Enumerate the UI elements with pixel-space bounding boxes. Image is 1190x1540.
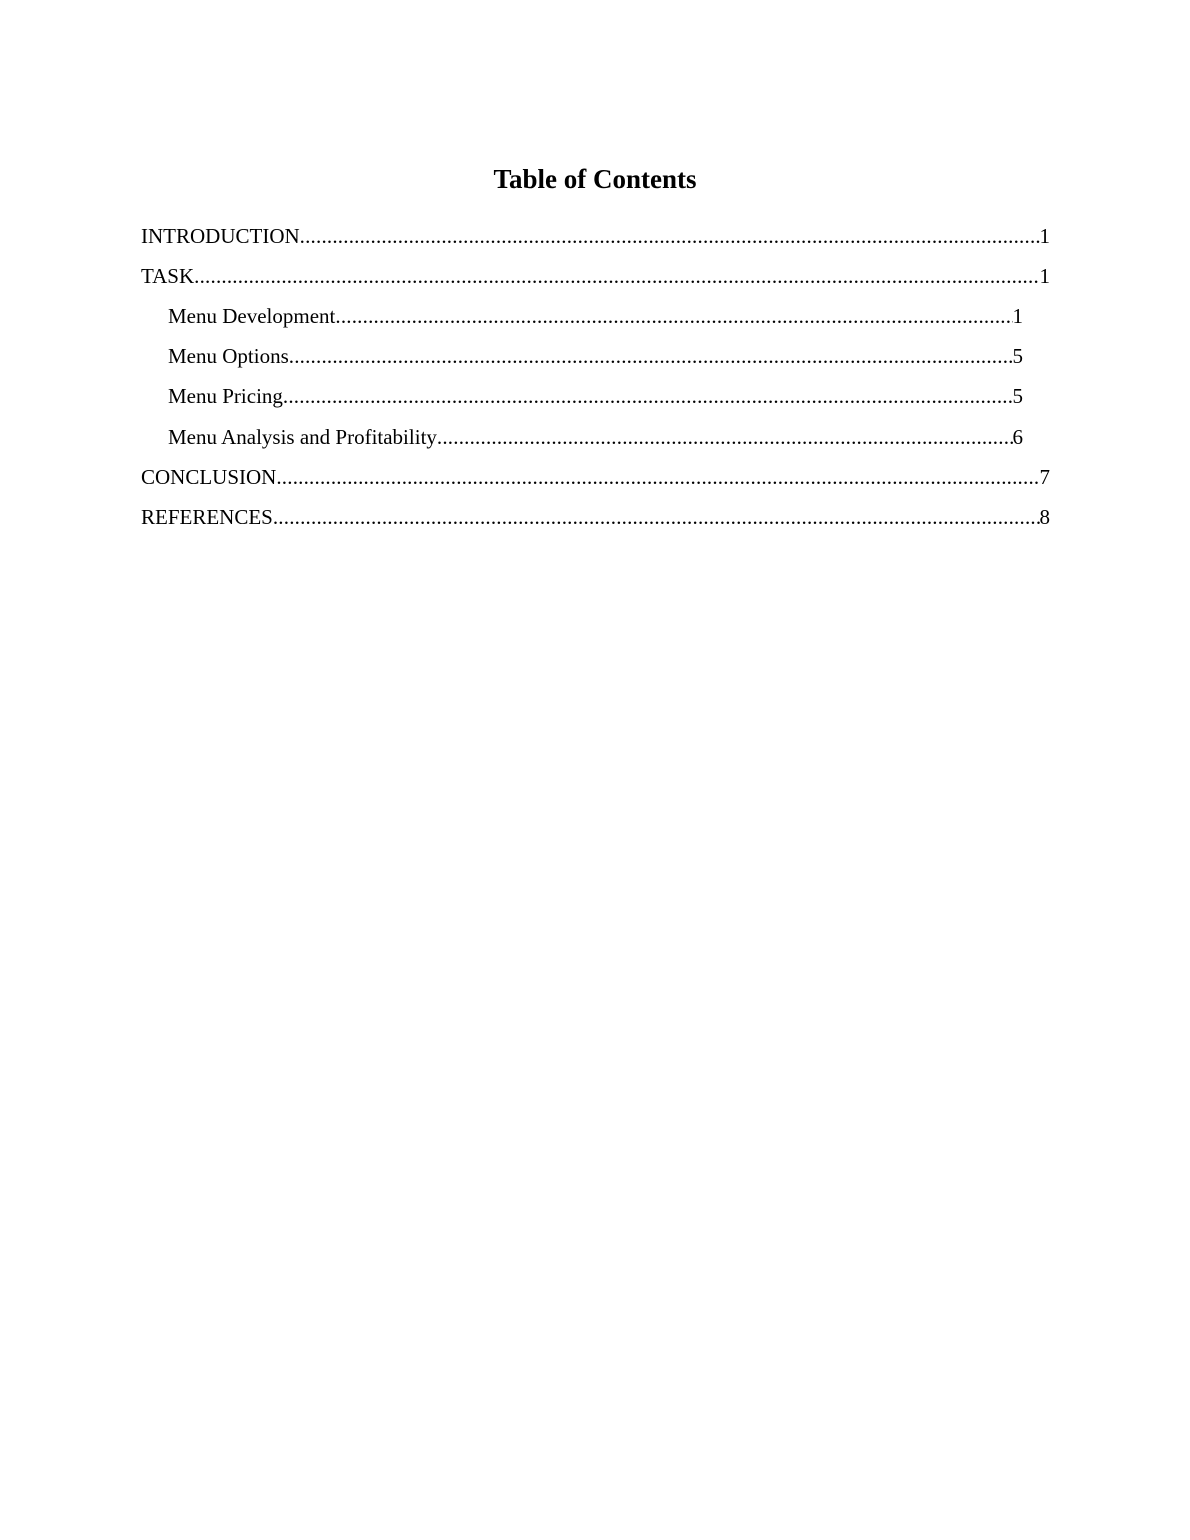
toc-entry-menu-options[interactable] [168, 341, 1023, 371]
toc-page-number: 8 [1039, 505, 1050, 529]
toc-leader-dots [335, 301, 1012, 331]
toc-leader-dots [289, 341, 1013, 371]
toc-leader-dots [437, 422, 1013, 452]
toc-entry-conclusion[interactable] [141, 462, 1050, 492]
toc-entry-label: CONCLUSION [141, 465, 277, 489]
toc-entry-label: TASK [141, 264, 195, 288]
toc-page-number: 7 [1039, 465, 1050, 489]
toc-entry-task[interactable] [141, 261, 1050, 291]
toc-entry-label: Menu Analysis and Profitability [168, 425, 437, 449]
toc-page-number: 1 [1039, 224, 1050, 248]
toc-title: Table of Contents [493, 164, 697, 194]
toc-entry-label: Menu Options [168, 344, 289, 368]
toc-page-number: 6 [1012, 425, 1023, 449]
toc-page-number: 5 [1012, 344, 1023, 368]
toc-leader-dots [283, 381, 1013, 411]
toc-entry-references[interactable] [141, 502, 1050, 532]
toc-entry-label: REFERENCES [141, 505, 273, 529]
toc-entry-label: Menu Pricing [168, 384, 283, 408]
toc-leader-dots [194, 261, 1039, 291]
toc-entry-menu-development[interactable] [168, 301, 1023, 331]
toc-entry-menu-pricing[interactable] [168, 381, 1023, 411]
toc-page-number: 5 [1012, 384, 1023, 408]
toc-page-number: 1 [1012, 304, 1023, 328]
toc-entry-menu-analysis[interactable] [168, 422, 1023, 452]
toc-page-number: 1 [1039, 264, 1050, 288]
toc-entry-label: INTRODUCTION [141, 224, 300, 248]
toc-entry-introduction[interactable] [141, 221, 1050, 251]
toc-leader-dots [273, 502, 1040, 532]
toc-leader-dots [276, 462, 1039, 492]
toc-entry-label: Menu Development [168, 304, 336, 328]
toc-leader-dots [300, 221, 1040, 251]
